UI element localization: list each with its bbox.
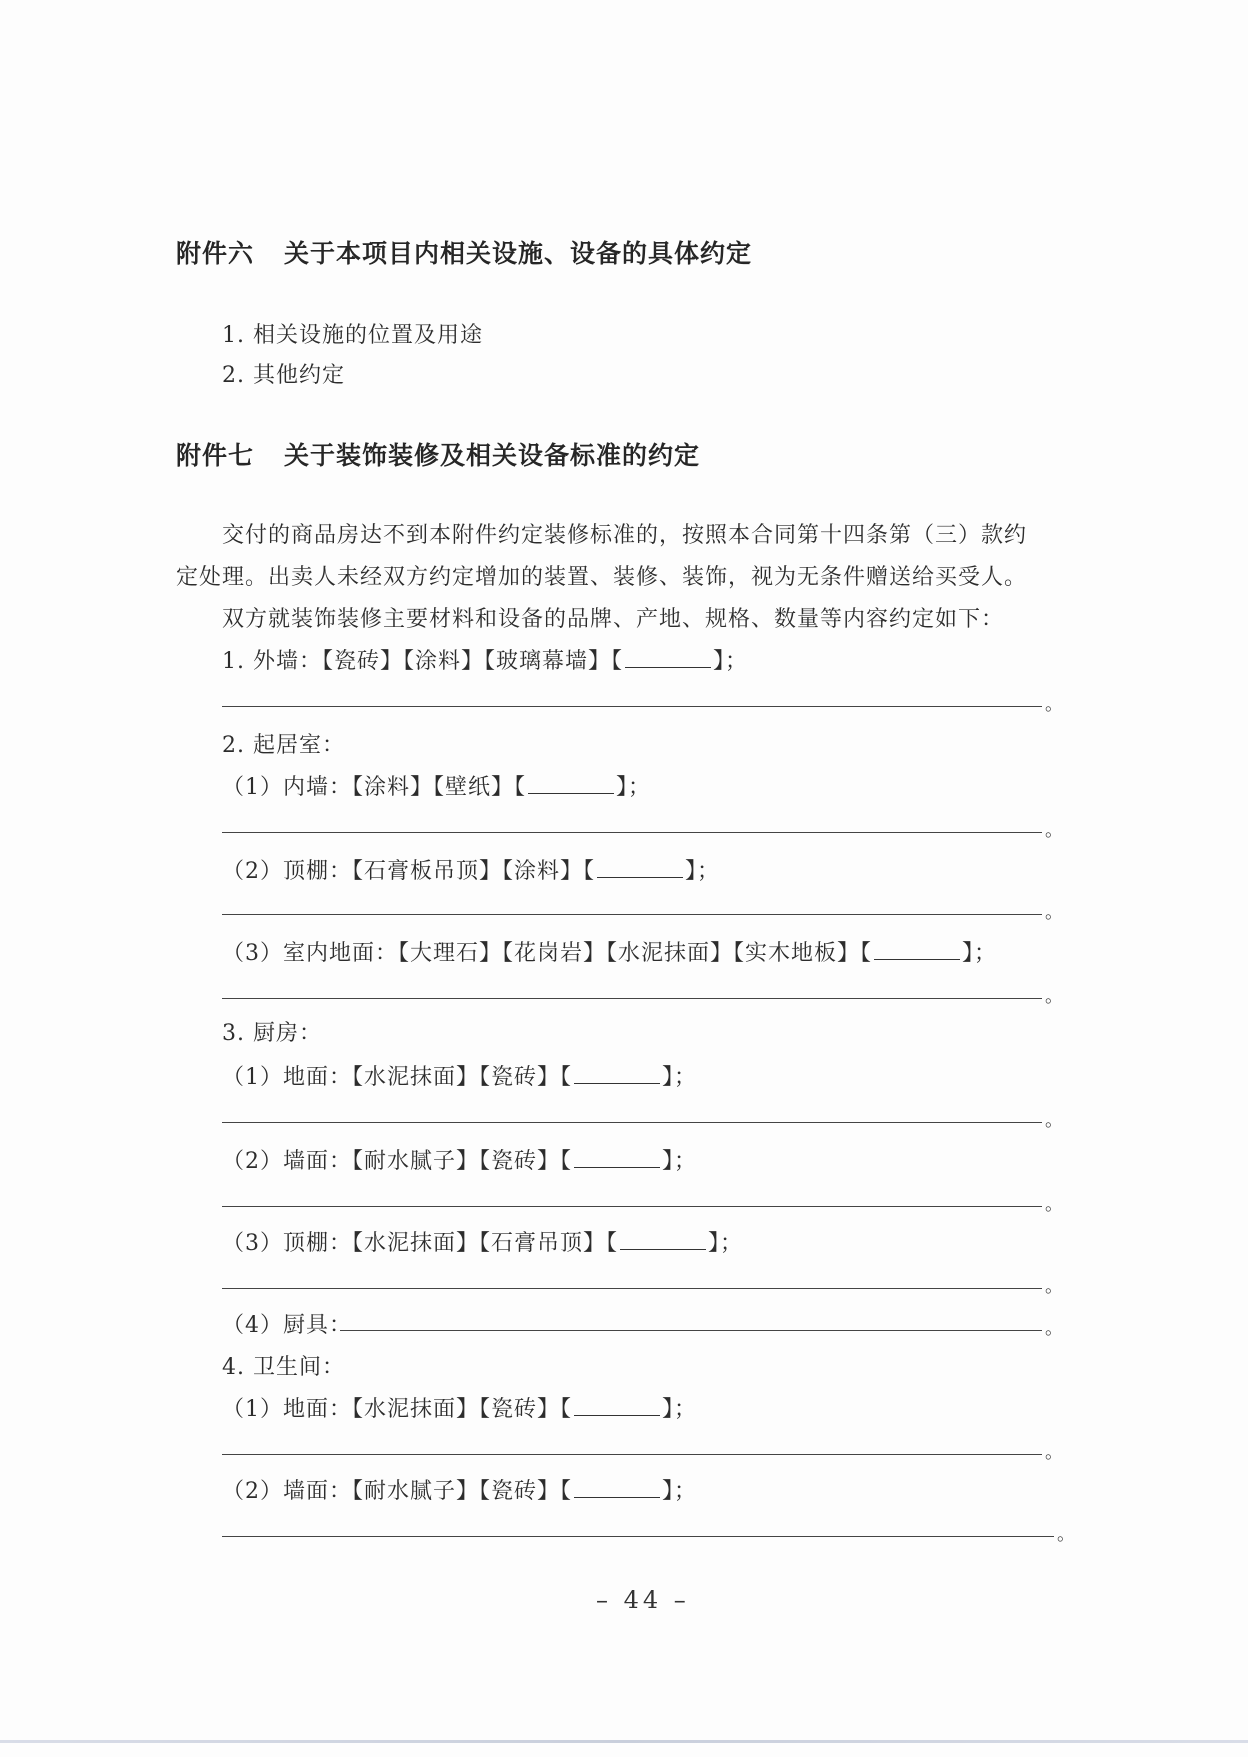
full-stop: 。 xyxy=(1045,820,1063,841)
page-bottom-divider xyxy=(0,1740,1248,1743)
b-floor-blank[interactable] xyxy=(574,1395,660,1416)
lr-ceiling-fill-line[interactable] xyxy=(222,914,1042,915)
kitchen-heading: 3. 厨房： xyxy=(222,1021,322,1046)
bracket-close: 】； xyxy=(662,1479,698,1504)
k-wall-line xyxy=(222,1144,697,1175)
attachment6-title: 关于本项目内相关设施、设备的具体约定 xyxy=(284,239,753,268)
full-stop: 。 xyxy=(1045,1276,1063,1297)
exterior-wall-blank[interactable] xyxy=(625,647,711,668)
b-wall-blank[interactable] xyxy=(574,1477,660,1498)
k-floor-line xyxy=(222,1060,697,1091)
attachment6-heading xyxy=(176,234,752,270)
living-room-heading: 2. 起居室： xyxy=(222,733,345,758)
para1-line1: 交付的商品房达不到本附件约定装修标准的，按照本合同第十四条第（三）款约 xyxy=(222,523,1028,548)
page-number: – 44 – xyxy=(596,1586,690,1614)
bracket-close: 】； xyxy=(662,1065,698,1090)
attachment6-item-2: 2. 其他约定 xyxy=(222,363,345,388)
bracket-close: 】； xyxy=(962,941,998,966)
lr-inner-wall-line xyxy=(222,770,651,801)
k-wall-label: （2）墙面：【耐水腻子】【瓷砖】【 xyxy=(222,1149,572,1174)
lr-floor-line xyxy=(222,936,997,967)
attachment7-label: 附件七 xyxy=(176,441,255,470)
bracket-close: 】； xyxy=(662,1149,698,1174)
lr-floor-fill-line[interactable] xyxy=(222,998,1042,999)
k-floor-fill-line[interactable] xyxy=(222,1122,1042,1123)
full-stop: 。 xyxy=(1045,1110,1063,1131)
full-stop: 。 xyxy=(1057,1524,1075,1545)
k-wall-blank[interactable] xyxy=(574,1147,660,1168)
bracket-close: 】； xyxy=(713,649,749,674)
para1-line2: 定处理。出卖人未经双方约定增加的装置、装修、装饰，视为无条件赠送给买受人。 xyxy=(176,565,1028,590)
bathroom-heading: 4. 卫生间： xyxy=(222,1355,345,1380)
k-floor-blank[interactable] xyxy=(574,1063,660,1084)
full-stop: 。 xyxy=(1045,986,1063,1007)
attachment7-heading xyxy=(176,436,700,472)
attachment7-title: 关于装饰装修及相关设备标准的约定 xyxy=(284,441,701,470)
exterior-wall-fill-line[interactable] xyxy=(222,706,1042,707)
lr-ceiling-label: （2）顶棚：【石膏板吊顶】【涂料】【 xyxy=(222,859,595,884)
lr-inner-wall-blank[interactable] xyxy=(528,773,614,794)
full-stop: 。 xyxy=(1045,902,1063,923)
attachment6-label: 附件六 xyxy=(176,239,255,268)
para2: 双方就装饰装修主要材料和设备的品牌、产地、规格、数量等内容约定如下： xyxy=(222,607,1005,632)
k-appliances-fill-line[interactable] xyxy=(340,1330,1042,1331)
k-ceiling-line xyxy=(222,1226,743,1257)
b-floor-line xyxy=(222,1392,697,1423)
k-floor-label: （1）地面：【水泥抹面】【瓷砖】【 xyxy=(222,1065,572,1090)
bracket-close: 】； xyxy=(685,859,721,884)
lr-inner-wall-fill-line[interactable] xyxy=(222,832,1042,833)
b-floor-fill-line[interactable] xyxy=(222,1454,1042,1455)
b-wall-label: （2）墙面：【耐水腻子】【瓷砖】【 xyxy=(222,1479,572,1504)
lr-inner-wall-label: （1）内墙：【涂料】【壁纸】【 xyxy=(222,775,526,800)
bracket-close: 】； xyxy=(708,1231,744,1256)
lr-floor-blank[interactable] xyxy=(874,939,960,960)
attachment6-item-1: 1. 相关设施的位置及用途 xyxy=(222,323,483,348)
k-ceiling-blank[interactable] xyxy=(620,1229,706,1250)
k-appliances-label: （4）厨具： xyxy=(222,1313,352,1338)
b-floor-label: （1）地面：【水泥抹面】【瓷砖】【 xyxy=(222,1397,572,1422)
bracket-close: 】； xyxy=(662,1397,698,1422)
lr-ceiling-blank[interactable] xyxy=(597,857,683,878)
lr-ceiling-line xyxy=(222,854,720,885)
k-wall-fill-line[interactable] xyxy=(222,1206,1042,1207)
full-stop: 。 xyxy=(1045,1318,1063,1339)
full-stop: 。 xyxy=(1045,1442,1063,1463)
k-ceiling-fill-line[interactable] xyxy=(222,1288,1042,1289)
full-stop: 。 xyxy=(1045,1194,1063,1215)
bracket-close: 】； xyxy=(616,775,652,800)
exterior-wall-line xyxy=(222,644,748,675)
lr-floor-label: （3）室内地面：【大理石】【花岗岩】【水泥抹面】【实木地板】【 xyxy=(222,941,872,966)
b-wall-fill-line[interactable] xyxy=(222,1536,1054,1537)
full-stop: 。 xyxy=(1045,694,1063,715)
exterior-wall-label: 1. 外墙：【瓷砖】【涂料】【玻璃幕墙】【 xyxy=(222,649,623,674)
k-ceiling-label: （3）顶棚：【水泥抹面】【石膏吊顶】【 xyxy=(222,1231,618,1256)
b-wall-line xyxy=(222,1474,697,1505)
